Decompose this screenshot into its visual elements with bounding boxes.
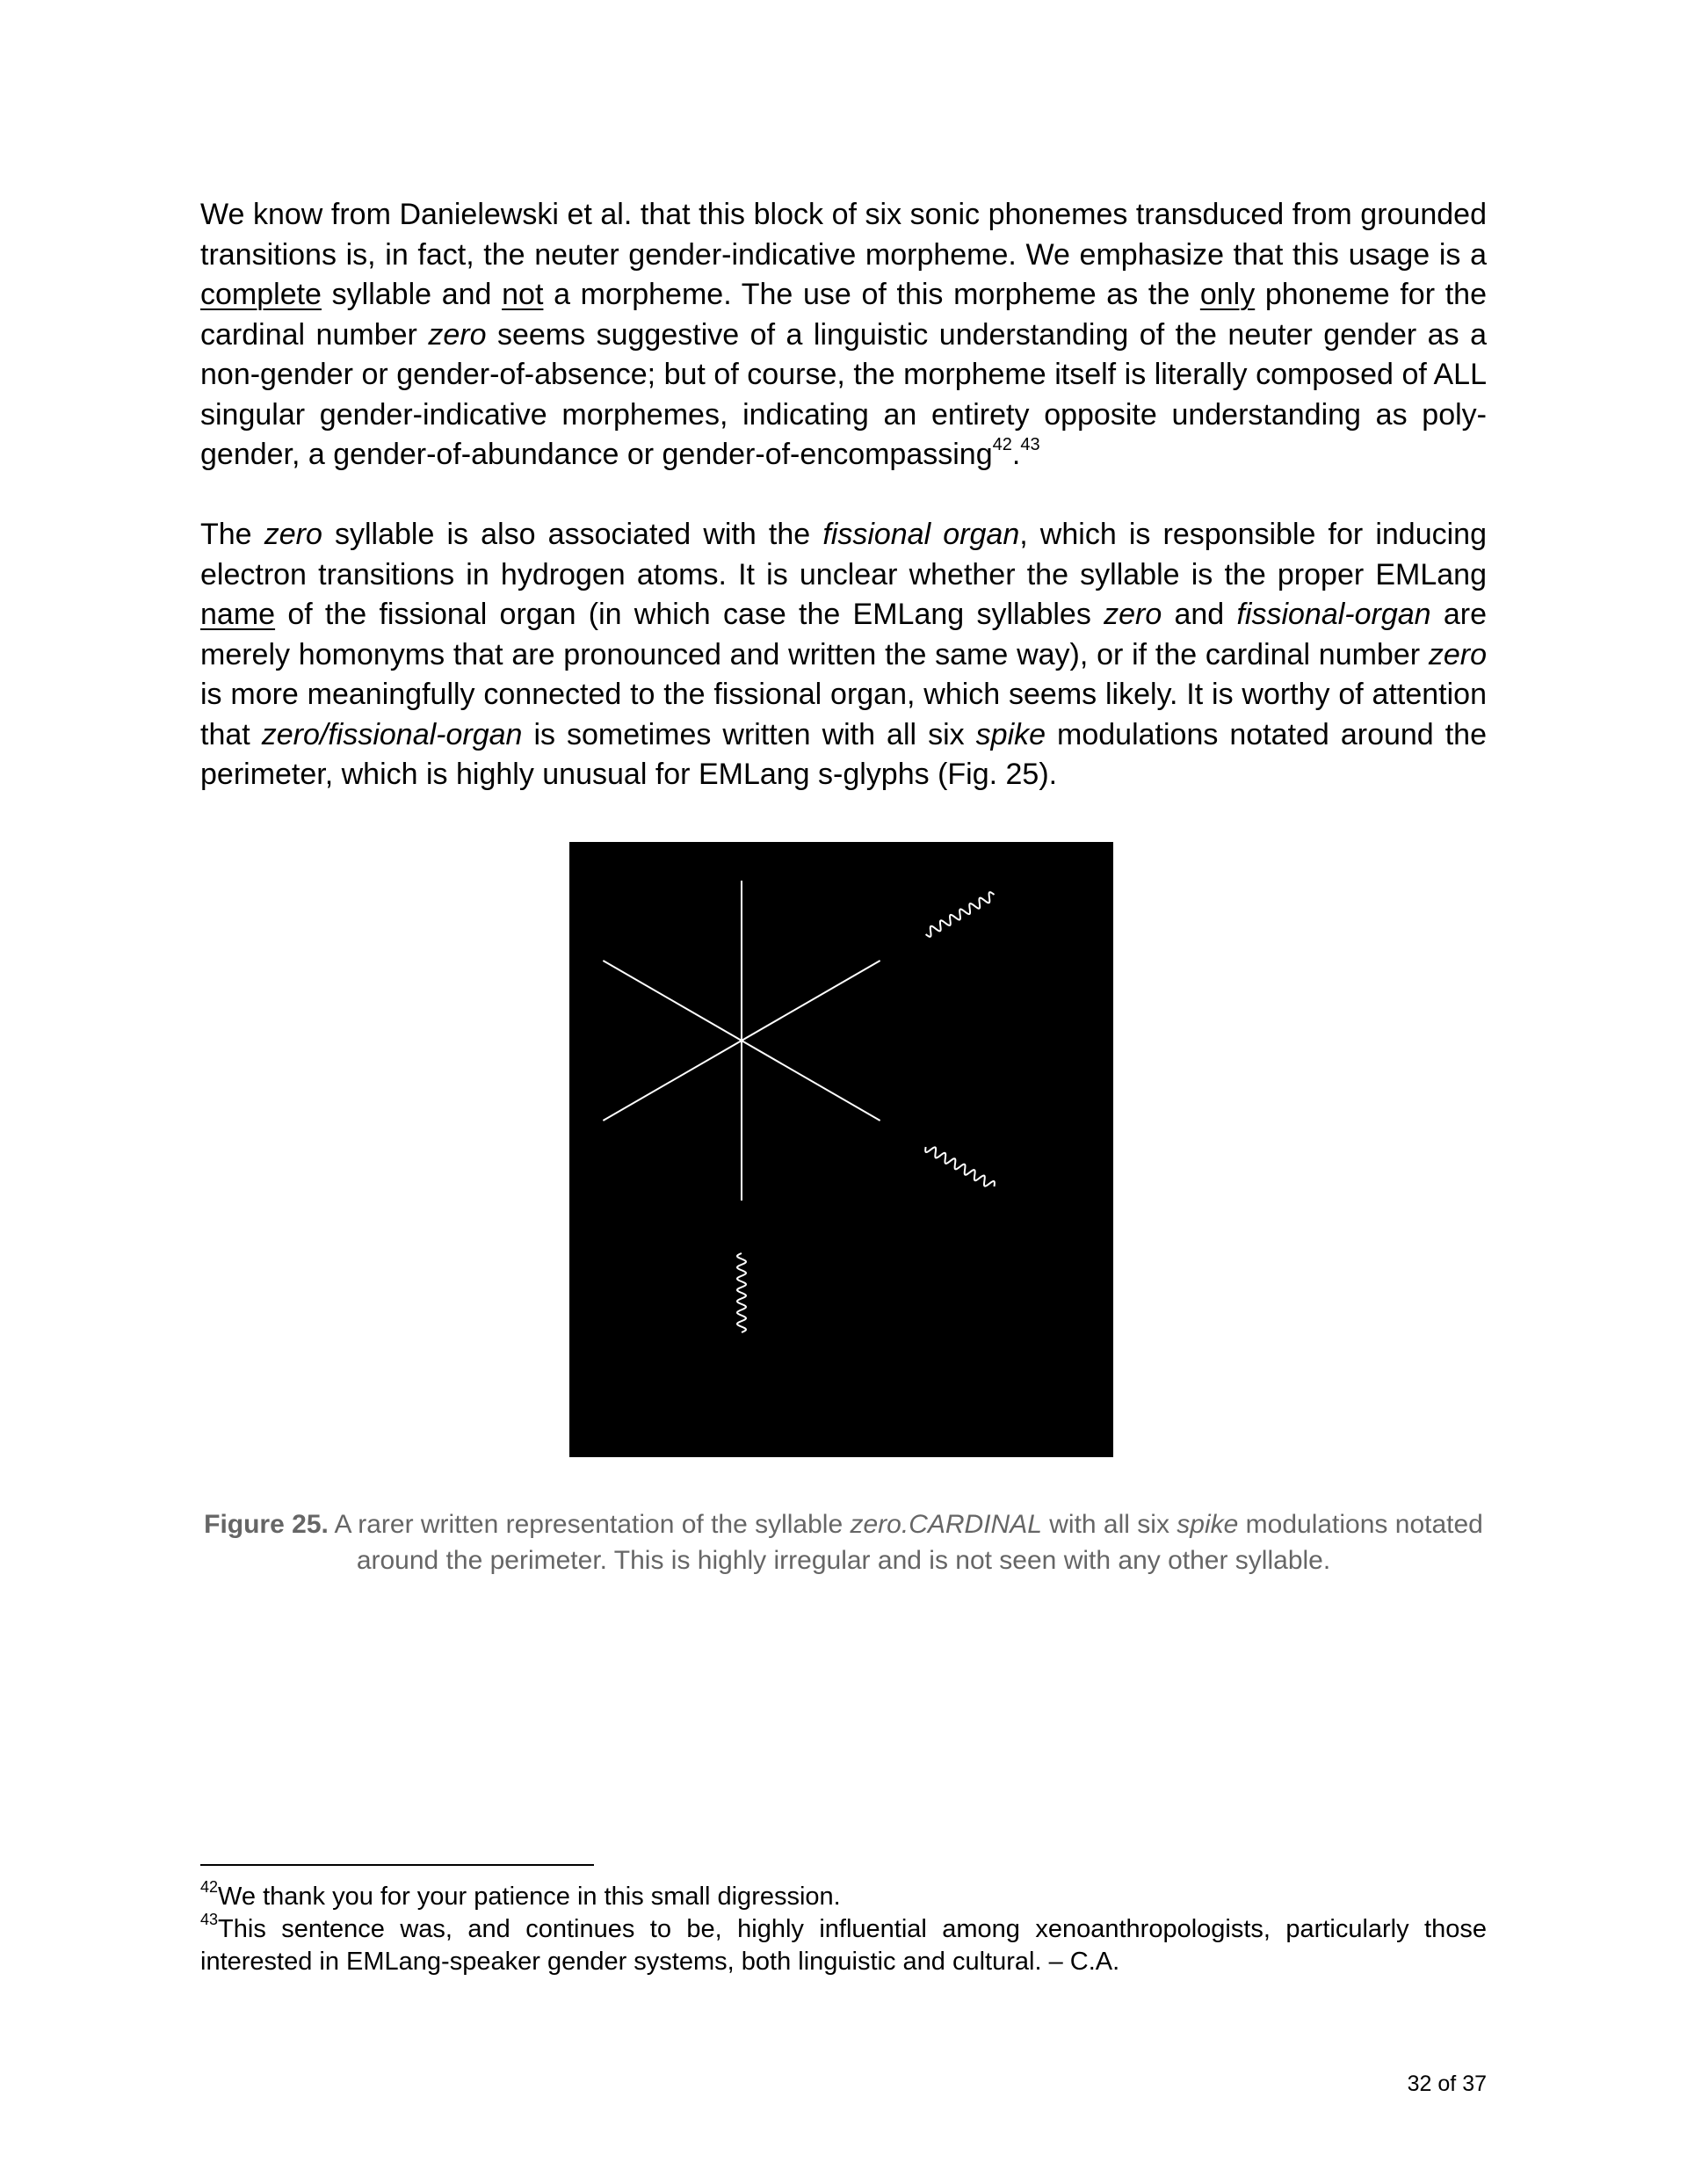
text-run: are merely homonyms that are pronounced and written the same way), or if the cardinal number bbox=[200, 598, 1487, 671]
caption-italic: zero.CARDINAL bbox=[850, 1510, 1042, 1539]
footnote-ref-42[interactable]: 42 bbox=[992, 434, 1012, 454]
italic-term: zero/fissional-organ bbox=[261, 717, 523, 751]
spike-modulation-bottom bbox=[737, 1253, 746, 1332]
body-paragraph-1 bbox=[200, 195, 1487, 475]
italic-term: zero bbox=[428, 317, 487, 352]
text-run: seems suggestive of a linguistic understanding of the neuter gender as a non-gender or gender-of-absence; but of course, the morpheme itself is literally composed of ALL singular gender-indicative morphemes, indicating an entirety opposite understanding as poly-gender, a gender-of-abundance or gender-of-encompassing bbox=[200, 317, 1487, 471]
underlined-word: complete bbox=[200, 278, 322, 311]
footnotes-section bbox=[200, 1878, 1487, 1978]
figure-25-image bbox=[569, 842, 1113, 1457]
italic-term: fissional organ bbox=[822, 518, 1020, 551]
glyph-spoke-lower-right bbox=[742, 1041, 880, 1121]
text-run: modulations notated around the perimeter, which is highly unusual for EMLang s-glyphs (Fig. 25). bbox=[200, 717, 1487, 791]
page-number: 32 of 37 bbox=[1407, 2072, 1487, 2096]
footnote-text: We thank you for your patience in this small digression. bbox=[218, 1883, 841, 1911]
footnote-ref-43[interactable]: 43 bbox=[1020, 434, 1040, 454]
italic-term: fissional-organ bbox=[1236, 598, 1431, 631]
body-paragraph-2 bbox=[200, 515, 1487, 795]
text-run: of the fissional organ (in which case the EMLang syllables bbox=[275, 598, 1104, 631]
footnote-divider bbox=[200, 1864, 594, 1866]
text-run: syllable and bbox=[321, 278, 503, 311]
spike-modulation-lower-right bbox=[925, 1147, 995, 1186]
footnote-text: This sentence was, and continues to be, highly influential among xenoanthropologists, particularly those interested in EMLang-speaker gender systems, both linguistic and cultural. – C.A. bbox=[200, 1915, 1487, 1976]
glyph-spoke-lower-left bbox=[603, 1041, 742, 1121]
glyph-spoke-upper-right bbox=[742, 961, 880, 1041]
caption-label: Figure 25. bbox=[204, 1510, 329, 1539]
text-run: The bbox=[200, 518, 264, 551]
text-run: , which is responsible for inducing electron transitions in hydrogen atoms. It is unclear whether the syllable is the proper EMLang bbox=[200, 518, 1487, 591]
italic-term: zero bbox=[1104, 598, 1162, 631]
text-run: syllable is also associated with the bbox=[322, 518, 823, 551]
glyph-spoke-upper-left bbox=[603, 961, 742, 1041]
caption-text: with all six bbox=[1041, 1510, 1177, 1539]
figure-caption bbox=[200, 1506, 1487, 1578]
zero-cardinal-glyph bbox=[569, 842, 1113, 1457]
footnote-number: 43 bbox=[200, 1911, 219, 1929]
text-run: is more meaningfully connected to the fissional organ, which seems likely. It is worthy of attention that bbox=[200, 678, 1487, 751]
text-run: . bbox=[1011, 438, 1021, 471]
text-run: and bbox=[1162, 598, 1237, 631]
underlined-word: not bbox=[502, 278, 544, 311]
caption-text: modulations notated around the perimeter. This is highly irregular and is not seen with any other syllable. bbox=[356, 1510, 1483, 1575]
caption-italic: spike bbox=[1177, 1510, 1239, 1539]
underlined-word: name bbox=[200, 598, 276, 631]
text-run: phoneme for the cardinal number bbox=[200, 278, 1487, 352]
text-run: a morpheme. The use of this morpheme as the bbox=[543, 278, 1200, 311]
caption-text: A rarer written representation of the syllable bbox=[328, 1510, 851, 1539]
spike-modulation-upper-right bbox=[926, 892, 995, 937]
footnote-43 bbox=[200, 1913, 1487, 1978]
italic-term: spike bbox=[975, 717, 1046, 751]
underlined-word: only bbox=[1199, 278, 1256, 311]
italic-term: zero bbox=[264, 518, 322, 551]
text-run: We know from Danielewski et al. that this block of six sonic phonemes transduced from grounded transitions is, in fact, the neuter gender-indicative morpheme. We emphasize that this usage is a bbox=[200, 198, 1487, 272]
footnote-42 bbox=[200, 1878, 1487, 1913]
footnote-number: 42 bbox=[200, 1878, 219, 1897]
italic-term: zero bbox=[1428, 637, 1487, 671]
text-run: is sometimes written with all six bbox=[522, 717, 976, 751]
